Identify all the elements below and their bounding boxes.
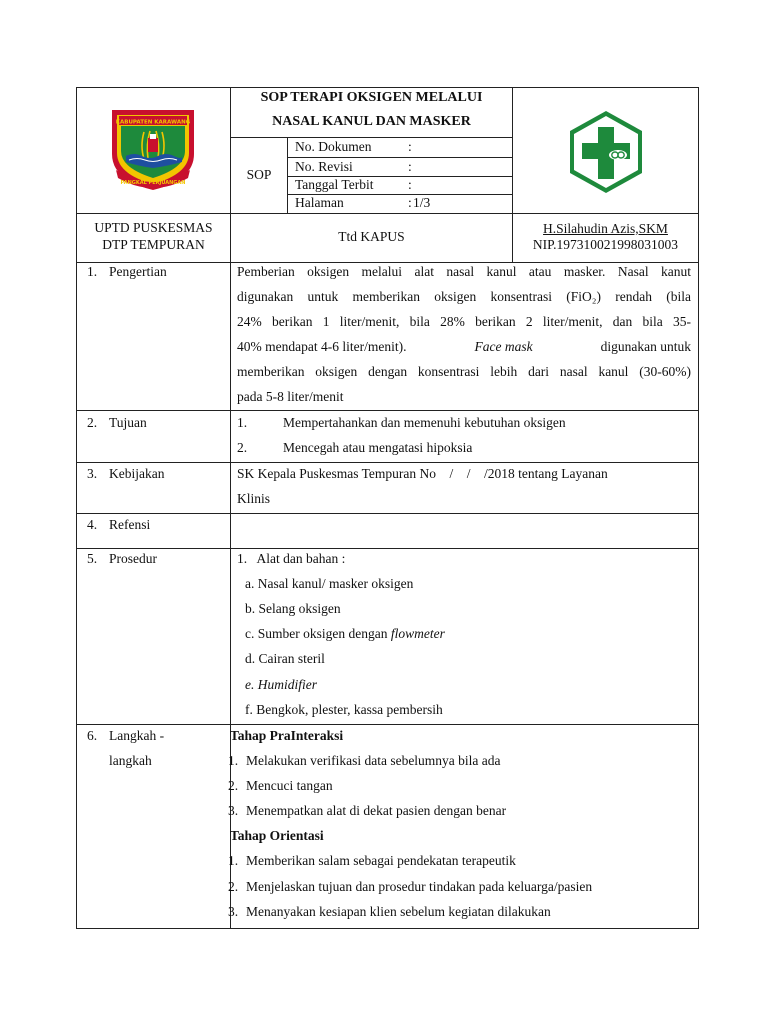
doc-field-label: Tanggal Terbit bbox=[295, 177, 374, 192]
doc-field-sep: : bbox=[408, 177, 412, 192]
prosedur-heading: 1. Alat dan bahan : bbox=[237, 551, 346, 566]
doc-field-label: No. Revisi bbox=[295, 159, 353, 174]
section-label: Kebijakan bbox=[109, 466, 165, 481]
section-number: 4. bbox=[87, 517, 98, 532]
prosedur-item: b. Selang oksigen bbox=[245, 601, 341, 616]
list-number: 1. bbox=[228, 753, 239, 768]
unit-name-line1: UPTD PUSKESMAS bbox=[94, 220, 213, 235]
svg-text:PANGKAL PERJUANGAN: PANGKAL PERJUANGAN bbox=[120, 180, 186, 186]
pengertian-line: 24% berikan 1 liter/menit, bila 28% berikan 2 liter/menit, dan bila 35- bbox=[237, 314, 691, 329]
pengertian-line: memberikan oksigen dengan konsentrasi lebih dari nasal kanul (30-60%) bbox=[237, 364, 691, 379]
list-number: 2. bbox=[237, 440, 248, 455]
prosedur-item bbox=[245, 626, 445, 642]
prosedur-item: f. Bengkok, plester, kassa pembersih bbox=[245, 702, 443, 717]
sop-label: SOP bbox=[246, 167, 272, 182]
signer-nip: NIP.197310021998031003 bbox=[532, 237, 679, 252]
doc-field-label: No. Dokumen bbox=[295, 139, 372, 154]
sop-title-line2: NASAL KANUL DAN MASKER bbox=[272, 114, 471, 129]
list-item: Mempertahankan dan memenuhi kebutuhan oksigen bbox=[283, 415, 566, 430]
list-number: 3. bbox=[228, 803, 239, 818]
pengertian-italic-term: Face mask bbox=[474, 339, 533, 354]
pengertian-line: digunakan untuk memberikan oksigen konsentrasi (FiO₂) rendah (bila bbox=[237, 289, 691, 304]
prosedur-item: e. Humidifier bbox=[245, 677, 317, 692]
pengertian-text: 40% mendapat 4-6 liter/menit). bbox=[237, 339, 407, 354]
doc-field-sep: : bbox=[408, 159, 412, 174]
list-number: 3. bbox=[228, 904, 239, 919]
section-number: 2. bbox=[87, 415, 98, 430]
list-item: Menjelaskan tujuan dan prosedur tindakan pada keluarga/pasien bbox=[246, 879, 593, 894]
list-number: 2. bbox=[228, 879, 239, 894]
kebijakan-line: Klinis bbox=[237, 491, 271, 506]
section-label: langkah bbox=[109, 753, 152, 768]
svg-text:KABUPATEN KARAWANG: KABUPATEN KARAWANG bbox=[115, 119, 191, 126]
list-number: 1. bbox=[228, 853, 239, 868]
list-number: 1. bbox=[237, 415, 248, 430]
langkah-heading: Tahap PraInteraksi bbox=[230, 728, 344, 743]
list-item: Memberikan salam sebagai pendekatan terapeutik bbox=[246, 853, 516, 868]
doc-field-label: Halaman bbox=[295, 195, 344, 210]
section-label: Pengertian bbox=[109, 264, 167, 279]
doc-field-value: 1/3 bbox=[413, 195, 431, 210]
kebijakan-line: SK Kepala Puskesmas Tempuran No / / /2018 tentang Layanan bbox=[237, 466, 608, 481]
section-label: Tujuan bbox=[109, 415, 147, 430]
section-label: Prosedur bbox=[109, 551, 157, 566]
doc-field-sep: : bbox=[408, 195, 412, 210]
prosedur-item: a. Nasal kanul/ masker oksigen bbox=[245, 576, 414, 591]
puskesmas-logo bbox=[566, 109, 646, 195]
prosedur-item-italic: flowmeter bbox=[390, 626, 445, 641]
prosedur-item: d. Cairan steril bbox=[245, 651, 325, 666]
section-label: Refensi bbox=[109, 517, 151, 532]
pengertian-line bbox=[237, 339, 691, 355]
list-item: Melakukan verifikasi data sebelumnya bila ada bbox=[246, 753, 501, 768]
doc-field-sep: : bbox=[408, 139, 412, 154]
section-number: 6. bbox=[87, 728, 98, 743]
langkah-heading: Tahap Orientasi bbox=[230, 828, 324, 843]
kabupaten-karawang-logo bbox=[104, 104, 202, 192]
pengertian-text: digunakan untuk bbox=[600, 339, 691, 354]
pengertian-line: pada 5-8 liter/menit bbox=[237, 389, 344, 404]
list-item: Mencuci tangan bbox=[246, 778, 333, 793]
list-item: Menempatkan alat di dekat pasien dengan benar bbox=[246, 803, 507, 818]
section-number: 1. bbox=[87, 264, 98, 279]
prosedur-item-text: c. Sumber oksigen dengan bbox=[245, 626, 391, 641]
section-label: Langkah - bbox=[109, 728, 165, 743]
signer-name: H.Silahudin Azis,SKM bbox=[543, 221, 668, 236]
list-number: 2. bbox=[228, 778, 239, 793]
section-number: 3. bbox=[87, 466, 98, 481]
ttd-kapus: Ttd KAPUS bbox=[338, 229, 405, 244]
pengertian-line: Pemberian oksigen melalui alat nasal kanul atau masker. Nasal kanut bbox=[237, 264, 691, 279]
list-item: Mencegah atau mengatasi hipoksia bbox=[283, 440, 473, 455]
section-number: 5. bbox=[87, 551, 98, 566]
sop-title-line1: SOP TERAPI OKSIGEN MELALUI bbox=[260, 90, 483, 105]
unit-name-line2: DTP TEMPURAN bbox=[102, 237, 205, 252]
list-item: Menanyakan kesiapan klien sebelum kegiatan dilakukan bbox=[246, 904, 551, 919]
